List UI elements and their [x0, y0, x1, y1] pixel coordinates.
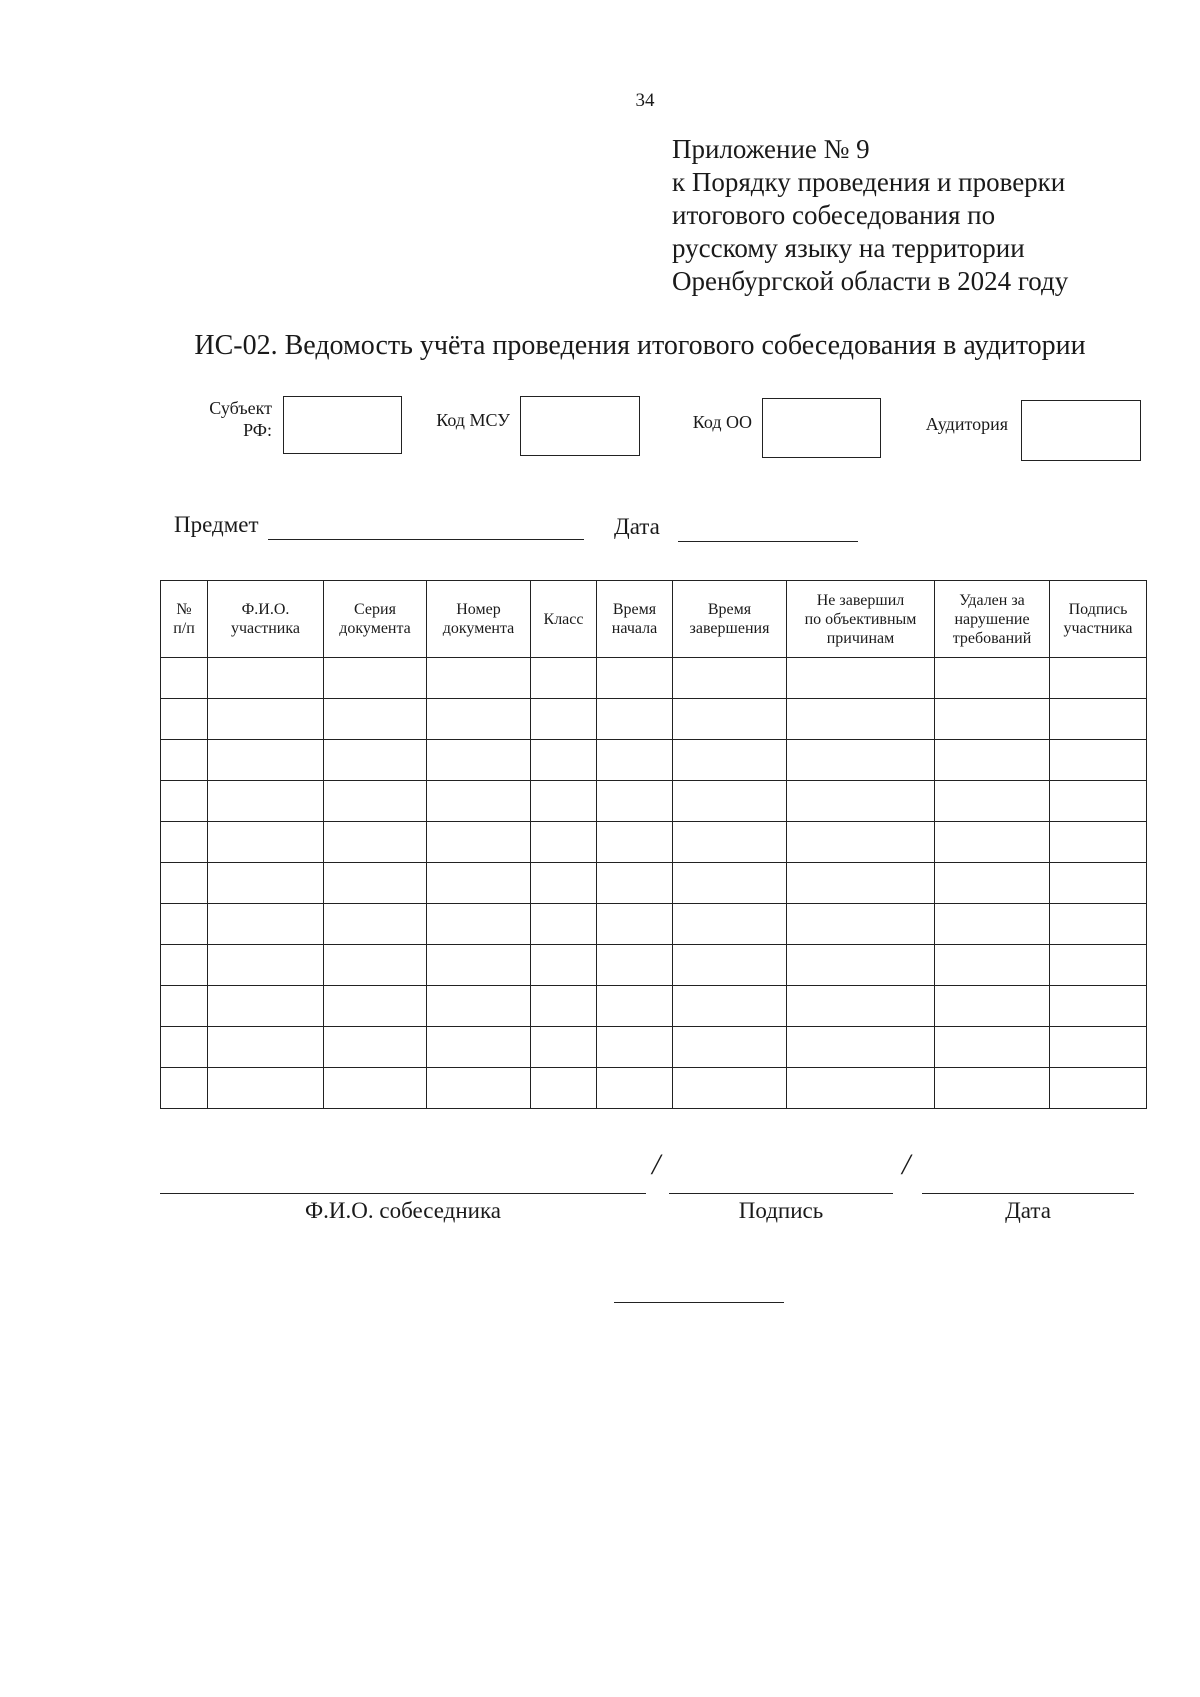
separator-slash: /	[902, 1148, 911, 1181]
header-end-time: Время завершения	[673, 581, 787, 658]
table-cell[interactable]	[597, 699, 673, 740]
register-table	[160, 580, 1147, 1109]
subject-line[interactable]	[268, 539, 584, 540]
header-participant-name: Ф.И.О. участника	[208, 581, 324, 658]
annex-line: итогового собеседования по	[672, 200, 996, 230]
signature-caption: Подпись	[738, 1198, 824, 1223]
table-cell[interactable]	[161, 740, 208, 781]
table-cell[interactable]	[161, 1068, 208, 1109]
table-cell[interactable]	[1050, 863, 1147, 904]
table-cell[interactable]	[324, 945, 427, 986]
table-cell[interactable]	[427, 822, 531, 863]
table-cell[interactable]	[673, 740, 787, 781]
header-removed: Удален за нарушение требований	[935, 581, 1050, 658]
table-cell[interactable]	[427, 863, 531, 904]
table-cell[interactable]	[161, 1027, 208, 1068]
annex-line: Оренбургской области в 2024 году	[672, 266, 1069, 296]
table-cell[interactable]	[787, 945, 935, 986]
table-row	[161, 699, 1147, 740]
table-cell[interactable]	[208, 699, 324, 740]
table-cell[interactable]	[597, 781, 673, 822]
interviewer-name-line[interactable]	[160, 1193, 646, 1194]
table-cell[interactable]	[531, 863, 597, 904]
table-row	[161, 1027, 1147, 1068]
table-cell[interactable]	[673, 1027, 787, 1068]
table-cell[interactable]	[208, 658, 324, 699]
interviewer-name-caption: Ф.И.О. собеседника	[304, 1198, 502, 1223]
table-cell[interactable]	[935, 986, 1050, 1027]
document-title: ИС-02. Ведомость учёта проведения итогового собеседования в аудитории	[194, 330, 1086, 361]
room-box[interactable]	[1021, 400, 1141, 461]
table-cell[interactable]	[1050, 699, 1147, 740]
table-cell[interactable]	[935, 945, 1050, 986]
table-row	[161, 945, 1147, 986]
table-cell[interactable]	[161, 863, 208, 904]
table-cell[interactable]	[787, 904, 935, 945]
table-cell[interactable]	[427, 1068, 531, 1109]
header-participant-signature: Подпись участника	[1050, 581, 1147, 658]
table-row	[161, 740, 1147, 781]
table-cell[interactable]	[208, 863, 324, 904]
end-of-document-line	[614, 1302, 784, 1303]
table-cell[interactable]	[673, 658, 787, 699]
header-not-completed: Не завершил по объективным причинам	[787, 581, 935, 658]
table-cell[interactable]	[161, 945, 208, 986]
table-cell[interactable]	[787, 781, 935, 822]
header-start-time: Время начала	[597, 581, 673, 658]
table-cell[interactable]	[1050, 1068, 1147, 1109]
page-number: 34	[635, 90, 655, 111]
table-cell[interactable]	[673, 781, 787, 822]
table-cell[interactable]	[531, 1068, 597, 1109]
header-class: Класс	[531, 581, 597, 658]
table-cell[interactable]	[531, 904, 597, 945]
table-cell[interactable]	[1050, 658, 1147, 699]
table-cell[interactable]	[531, 781, 597, 822]
table-cell[interactable]	[161, 658, 208, 699]
subject-label: Предмет	[174, 512, 259, 537]
table-cell[interactable]	[427, 904, 531, 945]
table-cell[interactable]	[324, 699, 427, 740]
msu-code-label: Код МСУ	[436, 410, 510, 430]
table-cell[interactable]	[427, 781, 531, 822]
table-cell[interactable]	[531, 822, 597, 863]
table-cell[interactable]	[1050, 904, 1147, 945]
signature-line[interactable]	[669, 1193, 893, 1194]
header-document-series: Серия документа	[324, 581, 427, 658]
table-cell[interactable]	[208, 1068, 324, 1109]
table-cell[interactable]	[208, 740, 324, 781]
table-row	[161, 904, 1147, 945]
table-row	[161, 1068, 1147, 1109]
table-cell[interactable]	[787, 986, 935, 1027]
table-cell[interactable]	[935, 863, 1050, 904]
table-cell[interactable]	[935, 699, 1050, 740]
table-cell[interactable]	[531, 699, 597, 740]
table-cell[interactable]	[324, 781, 427, 822]
table-cell[interactable]	[324, 863, 427, 904]
table-cell[interactable]	[787, 1027, 935, 1068]
table-cell[interactable]	[787, 822, 935, 863]
annex-line: Приложение № 9	[672, 134, 870, 164]
table-cell[interactable]	[1050, 945, 1147, 986]
date-signature-line[interactable]	[922, 1193, 1134, 1194]
oo-code-label: Код ОО	[692, 412, 752, 432]
annex-line: русскому языку на территории	[672, 233, 1025, 263]
annex-heading	[672, 133, 1142, 298]
table-cell[interactable]	[935, 1027, 1050, 1068]
table-cell[interactable]	[324, 1068, 427, 1109]
table-cell[interactable]	[935, 658, 1050, 699]
table-cell[interactable]	[673, 699, 787, 740]
table-cell[interactable]	[935, 1068, 1050, 1109]
table-cell[interactable]	[597, 1068, 673, 1109]
room-label: Аудитория	[925, 414, 1008, 434]
table-cell[interactable]	[1050, 1027, 1147, 1068]
table-cell[interactable]	[935, 822, 1050, 863]
subject-rf-label-line2: РФ:	[243, 420, 272, 440]
table-cell[interactable]	[531, 740, 597, 781]
table-row	[161, 781, 1147, 822]
table-cell[interactable]	[324, 986, 427, 1027]
table-cell[interactable]	[161, 986, 208, 1027]
oo-code-box[interactable]	[762, 398, 881, 458]
date-caption: Дата	[1005, 1198, 1051, 1223]
table-cell[interactable]	[673, 945, 787, 986]
table-cell[interactable]	[673, 863, 787, 904]
table-cell[interactable]	[208, 945, 324, 986]
table-cell[interactable]	[597, 863, 673, 904]
table-cell[interactable]	[427, 1027, 531, 1068]
subject-rf-label	[190, 397, 272, 441]
table-cell[interactable]	[427, 986, 531, 1027]
table-row	[161, 822, 1147, 863]
table-cell[interactable]	[597, 658, 673, 699]
table-cell[interactable]	[935, 740, 1050, 781]
table-cell[interactable]	[673, 904, 787, 945]
table-cell[interactable]	[427, 945, 531, 986]
table-cell[interactable]	[935, 781, 1050, 822]
table-cell[interactable]	[531, 1027, 597, 1068]
register-body	[161, 658, 1147, 1109]
table-cell[interactable]	[1050, 986, 1147, 1027]
table-cell[interactable]	[673, 986, 787, 1027]
table-cell[interactable]	[673, 1068, 787, 1109]
table-row	[161, 986, 1147, 1027]
header-document-number: Номер документа	[427, 581, 531, 658]
table-cell[interactable]	[787, 740, 935, 781]
table-cell[interactable]	[597, 740, 673, 781]
table-cell[interactable]	[161, 822, 208, 863]
table-cell[interactable]	[208, 986, 324, 1027]
header-number: № п/п	[161, 581, 208, 658]
table-row	[161, 658, 1147, 699]
table-cell[interactable]	[161, 904, 208, 945]
table-cell[interactable]	[1050, 740, 1147, 781]
date-label: Дата	[614, 514, 660, 539]
table-cell[interactable]	[324, 1027, 427, 1068]
table-cell[interactable]	[787, 658, 935, 699]
table-cell[interactable]	[427, 699, 531, 740]
table-cell[interactable]	[673, 822, 787, 863]
table-cell[interactable]	[208, 781, 324, 822]
table-cell[interactable]	[161, 699, 208, 740]
table-cell[interactable]	[531, 945, 597, 986]
table-row	[161, 863, 1147, 904]
table-cell[interactable]	[531, 658, 597, 699]
table-cell[interactable]	[324, 822, 427, 863]
table-cell[interactable]	[208, 1027, 324, 1068]
table-cell[interactable]	[324, 658, 427, 699]
table-cell[interactable]	[597, 1027, 673, 1068]
table-cell[interactable]	[324, 740, 427, 781]
table-cell[interactable]	[427, 740, 531, 781]
table-cell[interactable]	[531, 986, 597, 1027]
table-cell[interactable]	[935, 904, 1050, 945]
subject-rf-box[interactable]	[283, 396, 402, 454]
table-cell[interactable]	[208, 904, 324, 945]
table-cell[interactable]	[597, 945, 673, 986]
table-cell[interactable]	[597, 986, 673, 1027]
table-cell[interactable]	[787, 699, 935, 740]
table-cell[interactable]	[597, 904, 673, 945]
table-cell[interactable]	[161, 781, 208, 822]
annex-line: к Порядку проведения и проверки	[672, 167, 1066, 197]
date-line[interactable]	[678, 541, 858, 542]
subject-rf-label-line1: Субъект	[209, 398, 272, 418]
separator-slash: /	[652, 1148, 661, 1181]
table-cell[interactable]	[427, 658, 531, 699]
table-cell[interactable]	[1050, 781, 1147, 822]
table-cell[interactable]	[208, 822, 324, 863]
table-cell[interactable]	[324, 904, 427, 945]
msu-code-box[interactable]	[520, 396, 640, 456]
table-cell[interactable]	[1050, 822, 1147, 863]
table-cell[interactable]	[597, 822, 673, 863]
table-header-row	[161, 581, 1147, 658]
table-cell[interactable]	[787, 863, 935, 904]
table-cell[interactable]	[787, 1068, 935, 1109]
